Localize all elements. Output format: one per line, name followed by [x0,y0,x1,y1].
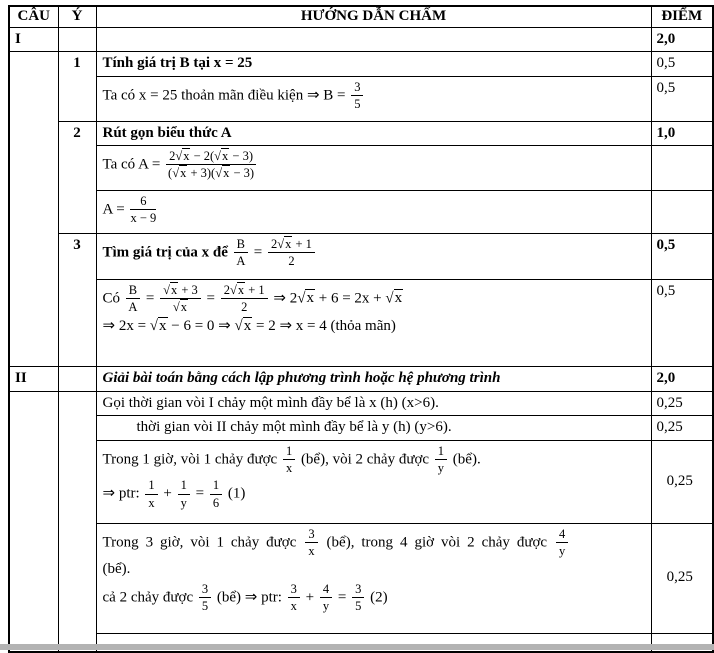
table-row [9,416,713,441]
fraction-denominator [305,543,317,558]
text-run: 5 [355,599,362,614]
cell-diem [651,191,713,234]
text-run: 5 [201,599,209,614]
text-line [103,79,647,113]
text-run: = [250,244,266,261]
text-run: (bể) ⇒ ptr: [213,589,286,606]
text-run: − 3) [229,149,254,163]
text-run: 1 [180,478,187,493]
text-run: = 2 ⇒ x = 4 (thỏa mãn) [252,317,396,334]
cell-content [96,191,651,234]
text-run: 3 [308,526,315,541]
radicand: x [170,283,178,297]
sqrt-radical: √x [385,290,403,307]
cell-content [96,440,651,523]
text-run: 6 [140,194,147,208]
fraction-numerator [351,80,363,96]
text-line [652,568,709,588]
fraction [197,582,213,614]
text-line [103,193,647,227]
fraction-numerator [178,478,190,494]
fraction [303,527,319,559]
text-line [15,30,54,50]
text-run: = [334,589,351,606]
text-run: 2 [73,124,81,141]
text-run: y [559,543,566,558]
header-diem: ĐIỂM [651,6,713,27]
fraction [219,283,270,315]
fraction-denominator [234,253,248,268]
cell-diem [651,367,713,392]
fraction [318,582,334,614]
fraction-numerator [268,237,315,253]
text-line [657,369,709,389]
table-row [9,121,713,146]
table-row [9,52,713,77]
text-line [103,526,647,560]
sqrt-radical: √x [172,300,187,315]
text-line [652,472,709,492]
cell-diem [651,146,713,191]
text-run: + [159,485,176,502]
cell-diem [651,52,713,77]
text-line [63,236,92,256]
table-row [9,191,713,234]
text-run: x [308,543,315,558]
fraction [208,478,224,510]
text-run: y [437,460,445,475]
cell-content [96,146,651,191]
text-run: (2) [366,589,388,606]
text-line [657,394,709,414]
text-run: II [15,370,27,386]
text-line [103,236,647,270]
fraction [232,237,250,269]
text-run: 0,25 [666,569,693,586]
text-run: ( [168,166,173,181]
fraction-numerator [288,582,300,598]
text-run: cả 2 chảy được [102,589,197,606]
text-run: 0,5 [656,237,676,253]
text-line [63,54,92,74]
fraction-denominator [130,210,156,225]
sqrt-radical: √x [277,237,292,251]
cell-content [96,27,651,52]
sqrt-radical: √x [214,149,229,163]
text-run: Giải bài toán bằng cách lập phương trình hoặc hệ phương trình [102,370,501,386]
radicand: x [223,166,230,181]
text-run: + 1 [245,283,265,297]
cell-content [96,280,651,367]
cell-content [96,234,651,280]
fraction-numerator [160,283,201,299]
text-run: − 3) [230,166,255,181]
text-run: ⇒ ptr: [102,485,144,502]
text-run: A [128,300,138,315]
text-run: 1,0 [656,124,676,141]
fraction-numerator [320,582,332,598]
fraction-numerator [166,149,256,165]
sqrt-radical: √x [149,317,167,334]
text-run: B [236,237,245,251]
text-run: A [236,254,246,269]
fraction [143,478,159,510]
fraction-denominator [145,495,157,510]
text-run: 3 [201,581,209,596]
sqrt-radical: √x [175,149,190,163]
text-line [103,148,647,182]
cell-diem [651,440,713,523]
text-run: + 6 = 2x + [314,290,386,307]
text-line [15,369,54,389]
fraction-numerator [435,444,447,460]
cell-cau [9,391,58,652]
table-header-row [9,6,713,27]
text-run: Ta có A = [102,156,165,173]
radicand: x [183,149,190,163]
text-run: (bể). [449,450,481,467]
text-run: Trong 1 giờ, vòi 1 chảy được [102,450,281,467]
fraction-denominator [178,495,190,510]
text-run: 1 [437,443,445,458]
cell-y [58,52,96,122]
text-run: Ta có x = 25 thoản mãn điều kiện ⇒ B = [102,86,350,103]
fraction [176,478,192,510]
fraction-numerator [126,283,140,299]
cell-y [58,391,96,652]
text-run: + 3 [178,283,198,297]
cell-y [58,234,96,367]
cell-diem [651,280,713,367]
text-run: x [148,495,155,510]
text-run: 2 [241,300,248,315]
fraction [128,194,158,226]
table-row [9,367,713,392]
table-row [9,27,713,52]
text-run: thời gian vòi II chảy một mình đầy bể là y (h) (y>6). [136,419,452,435]
text-run: 0,5 [656,55,676,71]
fraction [350,582,366,614]
fraction-denominator [320,598,332,613]
text-line [657,282,709,302]
text-run: = [191,485,208,502]
text-run: (bể). [102,561,131,578]
text-line [103,477,647,511]
fraction-denominator [283,460,295,475]
text-run: 3 [290,581,297,596]
text-run: ⇒ 2 [269,290,298,307]
text-run: = [202,290,219,307]
fraction-denominator [221,299,268,314]
radicand: x [243,317,252,334]
cell-y [58,367,96,392]
fraction [124,283,142,315]
text-line [657,236,709,256]
cell-cau [9,27,58,52]
cell-diem [651,416,713,441]
text-run: 0,25 [666,472,693,489]
text-run: 2 [288,254,295,269]
text-line [103,560,647,580]
fraction [349,80,365,112]
text-line [657,30,709,50]
text-run: 5 [354,96,361,111]
radicand: x [285,237,292,251]
text-run: I [15,30,21,47]
text-run: Tìm giá trị của x để [102,244,232,261]
text-run: 2,0 [656,370,676,386]
text-run: y [322,599,330,614]
cell-content [96,121,651,146]
text-run: 2 [169,149,176,163]
text-run: 0,5 [656,79,676,96]
cell-content [96,76,651,121]
fraction-numerator [199,582,211,598]
grading-rubric-table [8,5,714,653]
text-run: 4 [559,526,566,541]
text-run: Trong 3 giờ, vòi 1 chảy được [102,533,304,550]
text-run: 0,5 [656,283,676,299]
cell-y [58,27,96,52]
radicand: x [394,290,403,307]
text-run: Có [102,290,124,307]
table-row [9,391,713,416]
fraction-denominator [288,598,300,613]
text-run: + [301,589,318,606]
fraction-denominator [210,495,222,510]
fraction [554,527,570,559]
text-run: 0,25 [656,394,683,411]
radicand: x [180,166,187,181]
text-line [657,54,709,74]
fraction-numerator [283,444,295,460]
fraction-numerator [130,194,156,210]
fraction-numerator [221,283,268,299]
sqrt-radical: √x [172,166,187,181]
table-row [9,76,713,121]
table-row [9,234,713,280]
text-run: + 3)( [187,166,216,181]
text-line [103,54,647,74]
text-run: 1 [285,443,293,458]
cell-cau [9,52,58,367]
radicand: x [306,290,314,307]
cell-content [96,52,651,77]
text-line [137,418,647,438]
text-line [103,369,647,389]
fraction [281,444,297,476]
cell-diem [651,391,713,416]
cell-content [96,523,651,633]
text-run: 2 [270,237,278,251]
text-run: Rút gọn biểu thức A [102,124,232,141]
text-run: x [290,599,297,614]
radicand: x [180,300,187,315]
text-run: 1 [148,478,155,493]
radicand: x [159,317,167,334]
fraction-numerator [145,478,157,494]
text-run: ⇒ 2x = [102,317,150,334]
header-y: Ý [58,6,96,27]
fraction-denominator [160,299,201,314]
text-run: y [180,495,187,510]
text-line [63,124,92,144]
text-line [103,317,647,337]
text-line [657,418,709,438]
table-row [9,440,713,523]
text-run: (bể), vòi 2 chảy được [297,450,433,467]
header-cau: CÂU [9,6,58,27]
text-line [103,581,647,615]
page-bottom-divider [0,644,714,650]
text-run: = [142,290,159,307]
cell-diem [651,27,713,52]
text-run: + 1 [292,237,312,251]
fraction-numerator [556,527,568,543]
table-row [9,280,713,367]
sqrt-radical: √x [234,317,252,334]
text-run: 4 [322,581,330,596]
cell-content [96,367,651,392]
text-line [103,394,647,414]
fraction-denominator [126,299,140,314]
sqrt-radical: √x [163,283,178,297]
radicand: x [237,283,245,297]
cell-diem [651,121,713,146]
fraction [164,149,258,181]
text-run: 1 [212,478,220,493]
cell-diem [651,76,713,121]
text-run: 3 [355,581,362,596]
fraction [158,283,203,315]
cell-y [58,121,96,234]
fraction-denominator [435,460,447,475]
sqrt-radical: √x [215,166,230,181]
fraction-denominator [166,165,256,180]
header-content: HƯỚNG DẪN CHẤM [96,6,651,27]
text-run: − 6 = 0 ⇒ [167,317,235,334]
fraction-numerator [210,478,222,494]
fraction-denominator [199,598,211,613]
text-run: 6 [212,495,220,510]
fraction [433,444,449,476]
fraction-denominator [268,253,315,268]
text-run: 3 [73,237,81,253]
text-run: 2 [223,283,230,297]
text-line [103,443,647,477]
text-line [103,124,647,144]
text-run: (1) [224,485,246,502]
text-run: − 2( [190,149,215,163]
table-row [9,523,713,633]
fraction [266,237,317,269]
text-run: Tính giá trị B tại x = 25 [102,55,253,71]
cell-diem [651,234,713,280]
fraction-numerator [234,237,248,253]
text-line [657,124,709,144]
text-run: A = [102,201,129,218]
cell-cau [9,367,58,392]
fraction [286,582,302,614]
cell-diem [651,523,713,633]
text-run: 3 [354,79,361,94]
text-run: 2,0 [656,30,676,47]
text-run: x − 9 [130,211,157,226]
fraction-numerator [352,582,364,598]
fraction-denominator [556,543,568,558]
radicand: x [222,149,229,163]
fraction-numerator [305,527,317,543]
cell-content [96,391,651,416]
sqrt-radical: √x [229,283,245,297]
text-run: 0,25 [656,419,683,435]
text-run: (bể), trong 4 giờ vòi 2 chảy được [319,533,555,550]
text-line [103,282,647,316]
fraction-denominator [352,598,364,613]
cell-content [96,416,651,441]
fraction-denominator [351,96,363,111]
text-line [657,79,709,99]
text-run: 1 [73,55,81,71]
table-row [9,146,713,191]
text-run: Gọi thời gian vòi I chảy một mình đầy bể là x (h) (x>6). [102,394,439,411]
text-run: B [128,283,138,297]
sqrt-radical: √x [297,290,314,307]
text-run: x [285,460,293,475]
